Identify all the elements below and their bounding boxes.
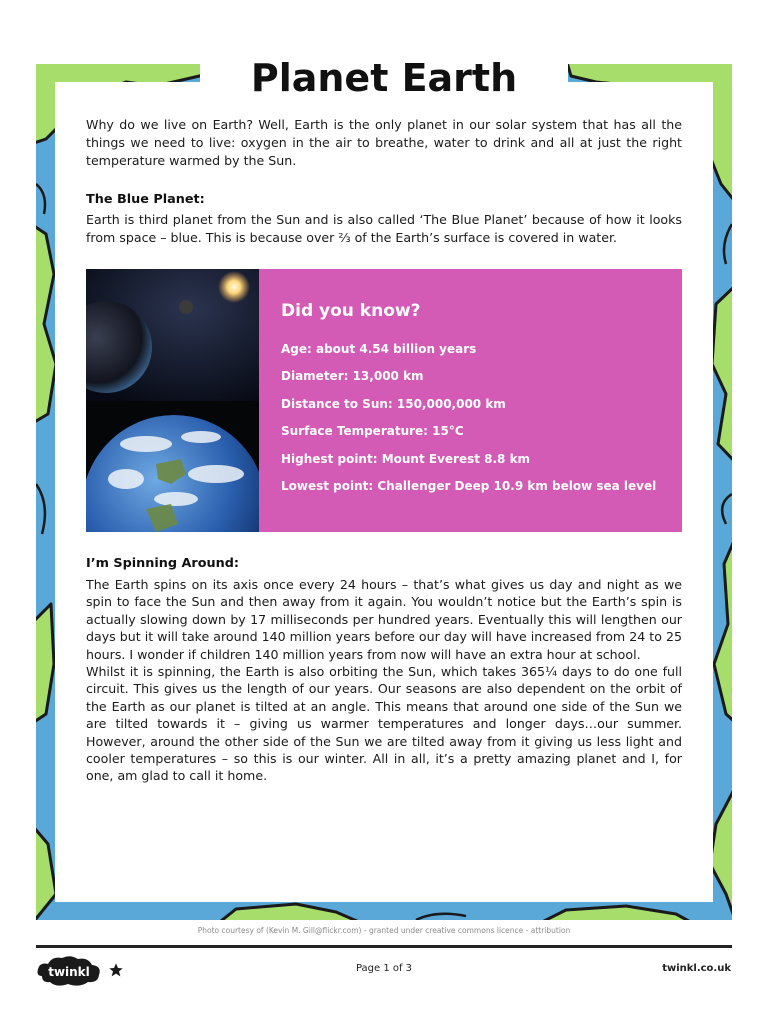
spinning-paragraph-1: The Earth spins on its axis once every 24 hours – that’s what gives us day and night as we spin to face the Sun and then away from it again. You wouldn’t notice but the Earth’s spin is actually slowing down by 17 milliseconds per hundred years. Eventually this will lengthen our days but it will take around 140 million years before our day will have increased from 24 to 25 hours. I wonder if children 140 million years from now will have an extra hour at school.: [86, 577, 682, 662]
footer-divider: [36, 945, 732, 948]
fact-highest-point: Highest point: Mount Everest 8.8 km: [281, 451, 531, 466]
content-panel: [55, 82, 713, 902]
blue-planet-paragraph: Earth is third planet from the Sun and is also called ‘The Blue Planet’ because of how it looks from space – blue. This is because over ⅔ of the Earth’s surface is covered in water.: [86, 212, 682, 245]
blue-planet-heading: The Blue Planet:: [86, 192, 205, 207]
photo-credit: Photo courtesy of (Kevin M. Gill@flickr.com) - granted under creative commons licence - attribution: [197, 926, 571, 935]
spinning-paragraph-2: Whilst it is spinning, the Earth is also orbiting the Sun, which takes 365¼ days to do one full circuit. This gives us the length of our years. Our seasons are also dependent on the orbit of the Earth as our planet is tilted at an angle. This means that around one side of the Sun we are tilted towards it – giving us warmer temperatures and longer days…our summer. However, around the other side of the Sun we are tilted away from it giving us less light and cooler temperatures – so this is our winter. All in all, it’s a pretty amazing planet and I, for one, am glad to call it home.: [86, 664, 682, 784]
site-url: twinkl.co.uk: [662, 963, 731, 974]
did-you-know-box: [86, 269, 682, 532]
fact-diameter: Diameter: 13,000 km: [281, 369, 424, 384]
spinning-heading: I’m Spinning Around:: [86, 556, 240, 571]
earth-photo-art: [86, 269, 259, 532]
fact-list: [281, 341, 656, 505]
did-you-know-title: Did you know?: [281, 301, 421, 321]
fact-age: Age: about 4.54 billion years: [281, 342, 477, 356]
twinkl-logo-text: twinkl: [48, 965, 90, 979]
page-number: Page 1 of 3: [355, 963, 413, 974]
page-title: Planet Earth: [200, 50, 568, 106]
intro-paragraph: Why do we live on Earth? Well, Earth is the only planet in our solar system that has all the things we need to live: oxygen in the air to breathe, water to drink and all at just the right temperature warmed by the Sun.: [86, 117, 682, 168]
fact-distance: Distance to Sun: 150,000,000 km: [281, 396, 506, 411]
fact-lowest-point: Lowest point: Challenger Deep 10.9 km below sea level: [281, 478, 657, 493]
fact-temperature: Surface Temperature: 15°C: [281, 424, 464, 439]
earth-photo: [86, 269, 259, 532]
